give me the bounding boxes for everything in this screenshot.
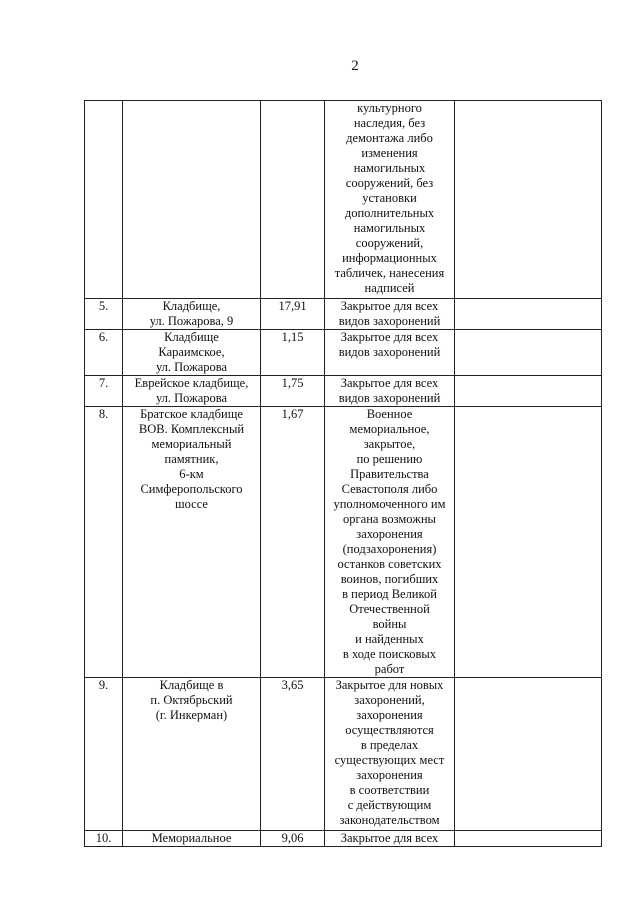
cell-line: 6-км bbox=[179, 467, 204, 481]
row-number-cell: 8. bbox=[85, 407, 123, 678]
note-cell bbox=[455, 407, 602, 678]
cell-line: шоссе bbox=[175, 497, 208, 511]
cell-line: табличек, нанесения bbox=[334, 266, 445, 280]
cell-line: Братское кладбище bbox=[140, 407, 243, 421]
cell-line: Правительства bbox=[350, 467, 429, 481]
cemetery-name-cell bbox=[123, 678, 261, 831]
status-cell bbox=[325, 299, 455, 330]
cell-line: Кладбище в bbox=[159, 678, 224, 692]
table-row bbox=[85, 678, 602, 831]
cemetery-name-cell bbox=[123, 407, 261, 678]
status-cell bbox=[325, 101, 455, 299]
cell-line: Закрытое для всех bbox=[340, 831, 439, 845]
note-cell bbox=[455, 376, 602, 407]
cell-line: изменения bbox=[361, 146, 418, 160]
cell-line: закрытое, bbox=[363, 437, 416, 451]
cell-line: Караимское, bbox=[158, 345, 225, 359]
cell-line: (г. Инкерман) bbox=[155, 708, 228, 722]
cell-line: ул. Пожарова bbox=[155, 391, 228, 405]
cell-line: в период Великой bbox=[342, 587, 437, 601]
cell-line: Закрытое для всех bbox=[340, 299, 439, 313]
cell-line: по решению bbox=[356, 452, 423, 466]
cell-line: дополнительных bbox=[344, 206, 435, 220]
cell-line: (подзахоронения) bbox=[342, 542, 437, 556]
cell-line: Мемориальное bbox=[151, 831, 232, 845]
cell-line: в соответствии bbox=[349, 783, 430, 797]
cell-line: памятник, bbox=[164, 452, 219, 466]
cell-line: захоронения bbox=[356, 768, 423, 782]
cell-line: информационных bbox=[342, 251, 437, 265]
cell-line: работ bbox=[374, 662, 405, 676]
area-cell: 17,91 bbox=[261, 299, 325, 330]
cemetery-name-cell bbox=[123, 376, 261, 407]
cell-line: культурного bbox=[357, 101, 422, 115]
cell-line: захоронений, bbox=[354, 693, 425, 707]
cell-line: надписей bbox=[364, 281, 415, 295]
cell-line: установки bbox=[362, 191, 417, 205]
table-row bbox=[85, 831, 602, 847]
cell-line: ВОВ. Комплексный bbox=[138, 422, 245, 436]
status-cell bbox=[325, 407, 455, 678]
row-number-cell: 6. bbox=[85, 330, 123, 376]
table-row bbox=[85, 376, 602, 407]
cell-line: сооружений, bbox=[355, 236, 424, 250]
cell-line: п. Октябрьский bbox=[150, 693, 233, 707]
cell-line: с действующим bbox=[347, 798, 432, 812]
cell-line: органа возможны bbox=[343, 512, 436, 526]
cell-line: Еврейское кладбище, bbox=[134, 376, 249, 390]
cell-line: воинов, погибших bbox=[340, 572, 439, 586]
cell-line: захоронения bbox=[356, 708, 423, 722]
area-cell: 3,65 bbox=[261, 678, 325, 831]
status-cell bbox=[325, 330, 455, 376]
cell-line: Симферопольского bbox=[140, 482, 243, 496]
cell-line: Севастополя либо bbox=[341, 482, 438, 496]
cell-line: в пределах bbox=[360, 738, 419, 752]
area-cell: 1,15 bbox=[261, 330, 325, 376]
status-cell bbox=[325, 831, 455, 847]
note-cell bbox=[455, 831, 602, 847]
cell-line: Закрытое для новых bbox=[335, 678, 444, 692]
status-cell bbox=[325, 678, 455, 831]
note-cell bbox=[455, 678, 602, 831]
row-number-cell: 7. bbox=[85, 376, 123, 407]
table-row bbox=[85, 407, 602, 678]
cemetery-name-cell bbox=[123, 101, 261, 299]
cemetery-table bbox=[84, 100, 602, 847]
cell-line: намогильных bbox=[353, 161, 426, 175]
cemetery-name-cell bbox=[123, 831, 261, 847]
row-number-cell bbox=[85, 101, 123, 299]
cell-line: Закрытое для всех bbox=[340, 330, 439, 344]
cell-line: уполномоченного им bbox=[333, 497, 446, 511]
cell-line: ул. Пожарова, 9 bbox=[149, 314, 234, 328]
row-number-cell: 10. bbox=[85, 831, 123, 847]
cell-line: мемориальный bbox=[151, 437, 232, 451]
cell-line: намогильных bbox=[353, 221, 426, 235]
area-cell: 1,75 bbox=[261, 376, 325, 407]
cell-line: войны bbox=[372, 617, 407, 631]
cemetery-name-cell bbox=[123, 330, 261, 376]
cell-line: видов захоронений bbox=[338, 314, 441, 328]
table-row bbox=[85, 101, 602, 299]
cemetery-name-cell bbox=[123, 299, 261, 330]
cell-line: в ходе поисковых bbox=[342, 647, 437, 661]
row-number-cell: 9. bbox=[85, 678, 123, 831]
cell-line: Кладбище, bbox=[162, 299, 221, 313]
area-cell bbox=[261, 101, 325, 299]
note-cell bbox=[455, 101, 602, 299]
table-row bbox=[85, 299, 602, 330]
area-cell: 1,67 bbox=[261, 407, 325, 678]
cell-line: Отечественной bbox=[349, 602, 430, 616]
cell-line: видов захоронений bbox=[338, 345, 441, 359]
cell-line: и найденных bbox=[355, 632, 424, 646]
cell-line: Кладбище bbox=[164, 330, 219, 344]
cell-line: существующих мест bbox=[334, 753, 445, 767]
cell-line: захоронения bbox=[356, 527, 423, 541]
cell-line: осуществляются bbox=[345, 723, 434, 737]
cell-line: сооружений, без bbox=[345, 176, 434, 190]
cell-line: видов захоронений bbox=[338, 391, 441, 405]
note-cell bbox=[455, 330, 602, 376]
cell-line: мемориальное, bbox=[349, 422, 430, 436]
note-cell bbox=[455, 299, 602, 330]
row-number-cell: 5. bbox=[85, 299, 123, 330]
cell-line: останков советских bbox=[337, 557, 442, 571]
cell-line: демонтажа либо bbox=[346, 131, 433, 145]
cell-line: Военное bbox=[366, 407, 413, 421]
cell-line: Закрытое для всех bbox=[340, 376, 439, 390]
page-number: 2 bbox=[351, 58, 359, 74]
area-cell: 9,06 bbox=[261, 831, 325, 847]
cell-line: законодательством bbox=[339, 813, 440, 827]
cell-line: ул. Пожарова bbox=[155, 360, 228, 374]
table-row bbox=[85, 330, 602, 376]
cell-line: наследия, без bbox=[353, 116, 426, 130]
status-cell bbox=[325, 376, 455, 407]
